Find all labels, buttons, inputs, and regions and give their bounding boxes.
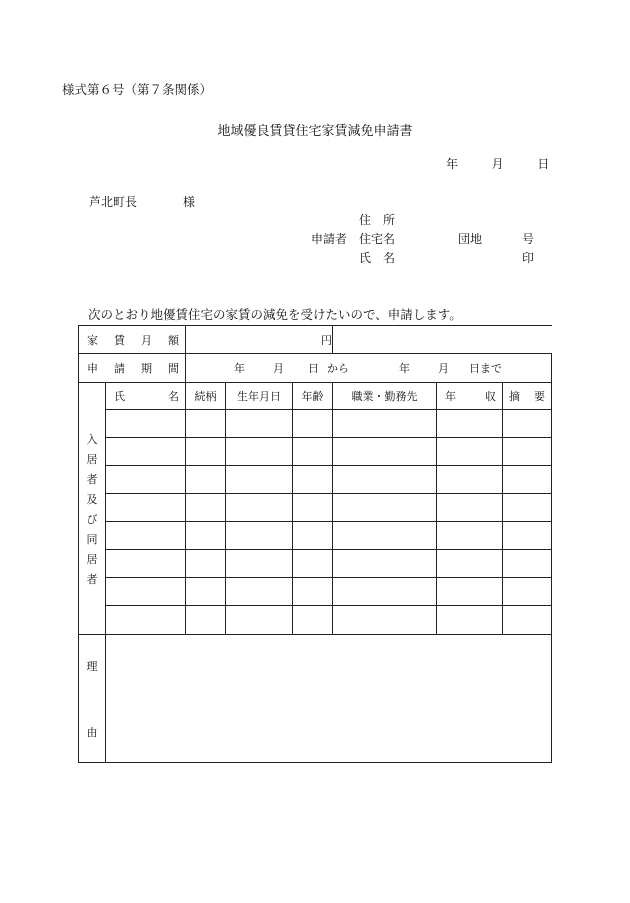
resident-income-cell[interactable] [437, 550, 503, 578]
rent-row [79, 326, 552, 354]
resident-birthdate-cell[interactable] [226, 522, 293, 550]
addressee-honorific: 様 [183, 195, 196, 209]
rent-label: 家 賃 月 額 [87, 333, 179, 347]
blank-area [333, 326, 552, 354]
residents-side-label-cell [79, 383, 106, 635]
resident-header-row [79, 383, 552, 410]
col-birthdate: 生年月日 [226, 383, 293, 410]
col-income: 年 収 [437, 383, 503, 410]
resident-income-cell[interactable] [437, 438, 503, 466]
resident-relation-cell[interactable] [186, 494, 226, 522]
applicant-role-label: 申請者 [311, 232, 348, 246]
resident-income-cell[interactable] [437, 410, 503, 438]
resident-income-cell[interactable] [437, 494, 503, 522]
resident-name-cell[interactable] [106, 578, 186, 606]
resident-age-cell[interactable] [293, 522, 333, 550]
period-label: 申 請 期 間 [87, 362, 179, 375]
resident-relation-cell[interactable] [186, 578, 226, 606]
col-occupation: 職業・勤務先 [333, 383, 437, 410]
resident-row [79, 606, 552, 635]
resident-row [79, 494, 552, 522]
rent-label-cell [79, 326, 186, 354]
resident-relation-cell[interactable] [186, 606, 226, 635]
resident-name-cell[interactable] [106, 550, 186, 578]
col-relation: 続柄 [186, 383, 226, 410]
period-label-cell [79, 354, 186, 383]
resident-remarks-cell[interactable] [503, 522, 552, 550]
reason-field[interactable] [106, 635, 552, 763]
resident-age-cell[interactable] [293, 606, 333, 635]
date-year-label: 年 [446, 157, 459, 171]
resident-relation-cell[interactable] [186, 438, 226, 466]
period-row [79, 354, 552, 383]
resident-row [79, 550, 552, 578]
resident-relation-cell[interactable] [186, 550, 226, 578]
resident-remarks-cell[interactable] [503, 606, 552, 635]
resident-age-cell[interactable] [293, 578, 333, 606]
resident-remarks-cell[interactable] [503, 438, 552, 466]
resident-relation-cell[interactable] [186, 410, 226, 438]
resident-row [79, 438, 552, 466]
resident-income-cell[interactable] [437, 606, 503, 635]
resident-income-cell[interactable] [437, 466, 503, 494]
residents-side-label: 入 居 者 及 び 同 居 者 [86, 432, 98, 586]
reason-label-cell [79, 635, 106, 763]
applicant-address-label: 住 所 [359, 213, 396, 227]
application-table [78, 325, 552, 763]
intro-text: 次のとおり地優賃住宅の家賃の減免を受けたいので、申請します。 [88, 307, 462, 322]
resident-occupation-cell[interactable] [333, 522, 437, 550]
resident-occupation-cell[interactable] [333, 494, 437, 522]
resident-income-cell[interactable] [437, 578, 503, 606]
resident-birthdate-cell[interactable] [226, 410, 293, 438]
period-field[interactable] [186, 354, 552, 383]
col-age: 年齢 [293, 383, 333, 410]
reason-row [79, 635, 552, 763]
resident-name-cell[interactable] [106, 606, 186, 635]
col-remarks: 摘 要 [503, 383, 552, 410]
resident-name-cell[interactable] [106, 438, 186, 466]
resident-row [79, 578, 552, 606]
applicant-housing-label: 住宅名 [359, 232, 396, 246]
resident-age-cell[interactable] [293, 550, 333, 578]
resident-row [79, 522, 552, 550]
applicant-seal-label: 印 [522, 251, 535, 265]
resident-name-cell[interactable] [106, 410, 186, 438]
resident-relation-cell[interactable] [186, 466, 226, 494]
document-title: 地域優良賃貸住宅家賃減免申請書 [217, 124, 413, 139]
resident-birthdate-cell[interactable] [226, 438, 293, 466]
submission-date [446, 155, 549, 172]
resident-occupation-cell[interactable] [333, 466, 437, 494]
period-text: 年 月 日 から 年 月 日まで [234, 362, 502, 375]
applicant-danchi-label: 団地 [458, 232, 483, 246]
resident-birthdate-cell[interactable] [226, 606, 293, 635]
rent-unit: 円 [321, 333, 332, 347]
col-name: 氏 名 [106, 383, 186, 410]
resident-row [79, 466, 552, 494]
resident-occupation-cell[interactable] [333, 578, 437, 606]
resident-row [79, 410, 552, 438]
reason-label: 理 由 [86, 659, 98, 739]
date-month-label: 月 [491, 157, 504, 171]
resident-occupation-cell[interactable] [333, 606, 437, 635]
resident-birthdate-cell[interactable] [226, 494, 293, 522]
resident-remarks-cell[interactable] [503, 578, 552, 606]
resident-income-cell[interactable] [437, 522, 503, 550]
resident-occupation-cell[interactable] [333, 550, 437, 578]
resident-remarks-cell[interactable] [503, 466, 552, 494]
applicant-number-label: 号 [522, 232, 535, 246]
resident-name-cell[interactable] [106, 466, 186, 494]
resident-age-cell[interactable] [293, 438, 333, 466]
resident-birthdate-cell[interactable] [226, 578, 293, 606]
resident-remarks-cell[interactable] [503, 410, 552, 438]
resident-age-cell[interactable] [293, 494, 333, 522]
resident-birthdate-cell[interactable] [226, 550, 293, 578]
resident-relation-cell[interactable] [186, 522, 226, 550]
resident-name-cell[interactable] [106, 522, 186, 550]
resident-birthdate-cell[interactable] [226, 466, 293, 494]
addressee-name: 芦北町長 [89, 195, 138, 209]
applicant-name-label: 氏 名 [359, 251, 396, 265]
resident-age-cell[interactable] [293, 466, 333, 494]
resident-remarks-cell[interactable] [503, 550, 552, 578]
form-number-label: 様式第６号（第７条関係） [62, 82, 213, 97]
resident-name-cell[interactable] [106, 494, 186, 522]
resident-remarks-cell[interactable] [503, 494, 552, 522]
resident-age-cell[interactable] [293, 410, 333, 438]
date-day-label: 日 [537, 157, 550, 171]
addressee [89, 193, 195, 210]
resident-occupation-cell[interactable] [333, 438, 437, 466]
rent-amount-field[interactable] [186, 326, 333, 354]
resident-occupation-cell[interactable] [333, 410, 437, 438]
